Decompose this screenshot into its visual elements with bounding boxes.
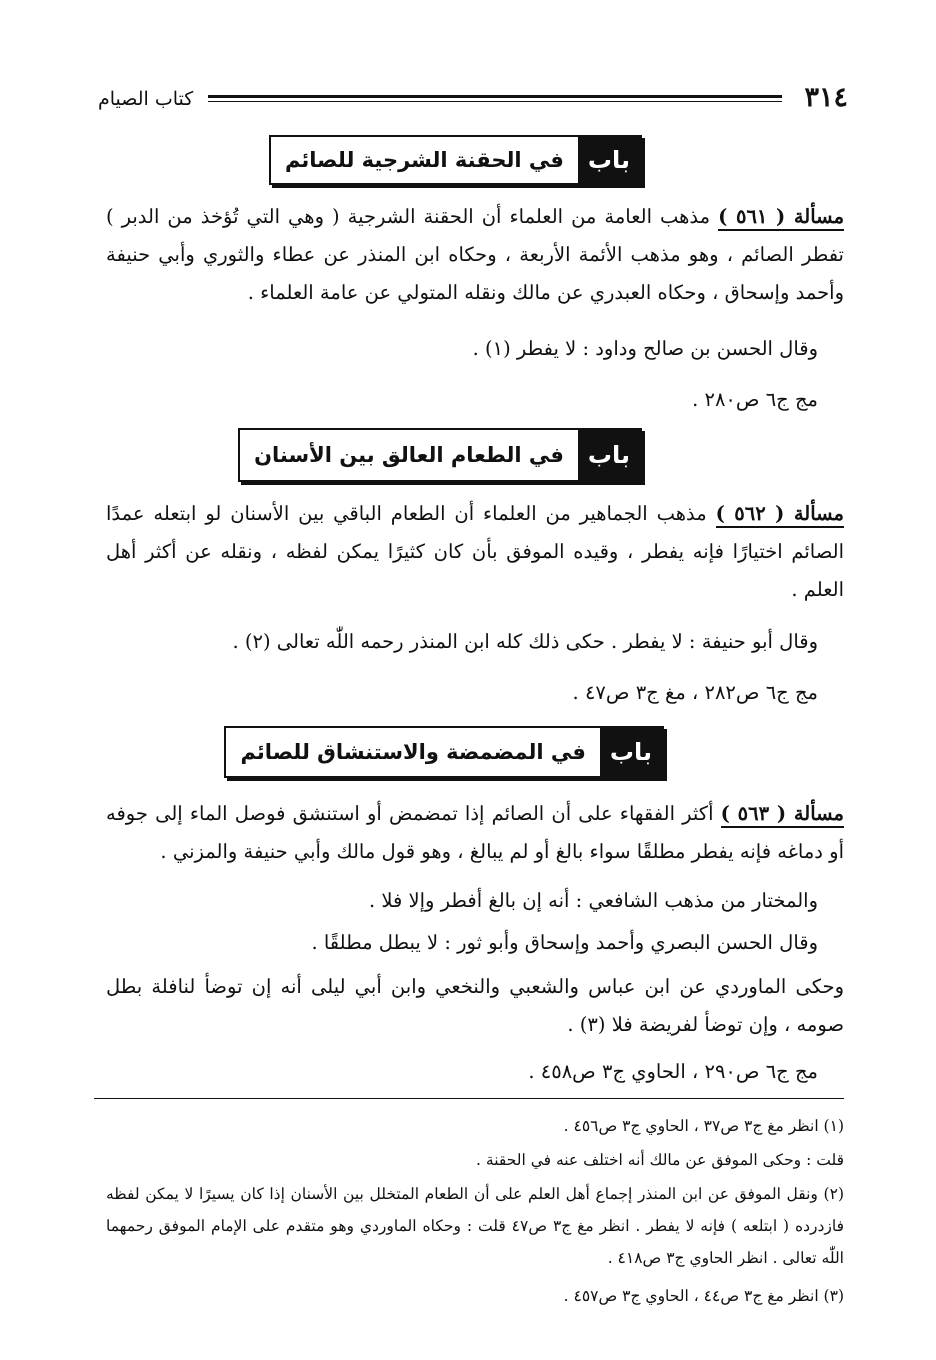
opinion-paragraph: وقال الحسن البصري وأحمد وإسحاق وأبو ثور : لا يبطل مطلقًا . [311, 931, 818, 954]
masala-paragraph [106, 198, 844, 312]
section-title: في المضمضة والاستنشاق للصائم [240, 740, 586, 764]
page-number: ٣١٤ [804, 82, 848, 113]
header-rule [208, 95, 782, 102]
reference: مج ج٦ ص٢٨٠ . [692, 388, 818, 411]
opinion-paragraph: وقال أبو حنيفة : لا يفطر . حكى ذلك كله ابن المنذر رحمه اللّٰه تعالى (٢) . [232, 630, 818, 653]
section-heading [238, 428, 642, 482]
masala-text: مذهب العامة من العلماء أن الحقنة الشرجية ( وهي التي تُؤخذ من الدبر ) تفطر الصائم ، وهو مذهب الأئمة الأربعة ، وحكاه ابن المنذر عن عطاء والثوري وأبي حنيفة وأحمد وإسحاق ، وحكاه العبدري عن مالك ونقله المتولي عن عامة العلماء . [106, 205, 844, 304]
masala-text: مذهب الجماهير من العلماء أن الطعام الباقي بين الأسنان لو ابتعله عمدًا الصائم اختيارًا فإنه يفطر ، وقيده الموفق بأن كان كثيرًا يمكن لفظه ، ونقله عن أكثر أهل العلم . [106, 502, 844, 601]
bab-label: باب [578, 430, 640, 480]
bab-label: باب [600, 728, 662, 776]
masala-label: مسألة ( ٥٦١ ) [718, 205, 844, 231]
section-title: في الطعام العالق بين الأسنان [254, 443, 564, 467]
section-heading [269, 135, 642, 185]
masala-paragraph [106, 795, 844, 871]
footnote: قلت : وحكى الموفق عن مالك أنه اختلف عنه في الحقنة . [476, 1151, 844, 1169]
footnote: (٢) ونقل الموفق عن ابن المنذر إجماع أهل العلم على أن الطعام المتخلل بين الأسنان إذا كان يسيرًا لا يمكن لفظه فازدرده ( ابتلعه ) فإنه لا يفطر . انظر مغ ج٣ ص٤٧ قلت : وحكاه الماوردي وهو متقدم على الإمام الموفق رحمهما اللّٰه تعالى . انظر الحاوي ج٣ ص٤١٨ . [106, 1185, 845, 1267]
reference: مج ج٦ ص٢٩٠ ، الحاوي ج٣ ص٤٥٨ . [528, 1060, 818, 1083]
footnote-separator [94, 1098, 844, 1099]
opinion-paragraph: وقال الحسن بن صالح وداود : لا يفطر (١) . [472, 337, 818, 360]
masala-paragraph [106, 495, 844, 609]
footnote: (١) انظر مغ ج٣ ص٣٧ ، الحاوي ج٣ ص٤٥٦ . [563, 1117, 844, 1135]
opinion-paragraph: وحكى الماوردي عن ابن عباس والشعبي والنخعي وابن أبي ليلى أنه إن توضأ لنافلة بطل صومه ، وإن توضأ لفريضة فلا (٣) . [106, 975, 844, 1036]
section-heading [224, 726, 664, 778]
masala-text: أكثر الفقهاء على أن الصائم إذا تمضمض أو استنشق فوصل الماء إلى جوفه أو دماغه فإنه يفطر مطلقًا سواء بالغ أو لم يبالغ ، وهو قول مالك وأبي حنيفة والمزني . [106, 802, 844, 863]
reference: مج ج٦ ص٢٨٢ ، مغ ج٣ ص٤٧ . [572, 681, 818, 704]
bab-label: باب [578, 137, 640, 183]
footnote: (٣) انظر مغ ج٣ ص٤٤ ، الحاوي ج٣ ص٤٥٧ . [563, 1287, 844, 1305]
masala-label: مسألة ( ٥٦٢ ) [716, 502, 844, 528]
opinion-paragraph: والمختار من مذهب الشافعي : أنه إن بالغ أفطر وإلا فلا . [368, 889, 818, 912]
section-title: في الحقنة الشرجية للصائم [284, 148, 564, 172]
book-title: كتاب الصيام [98, 88, 194, 110]
masala-label: مسألة ( ٥٦٣ ) [721, 802, 844, 828]
